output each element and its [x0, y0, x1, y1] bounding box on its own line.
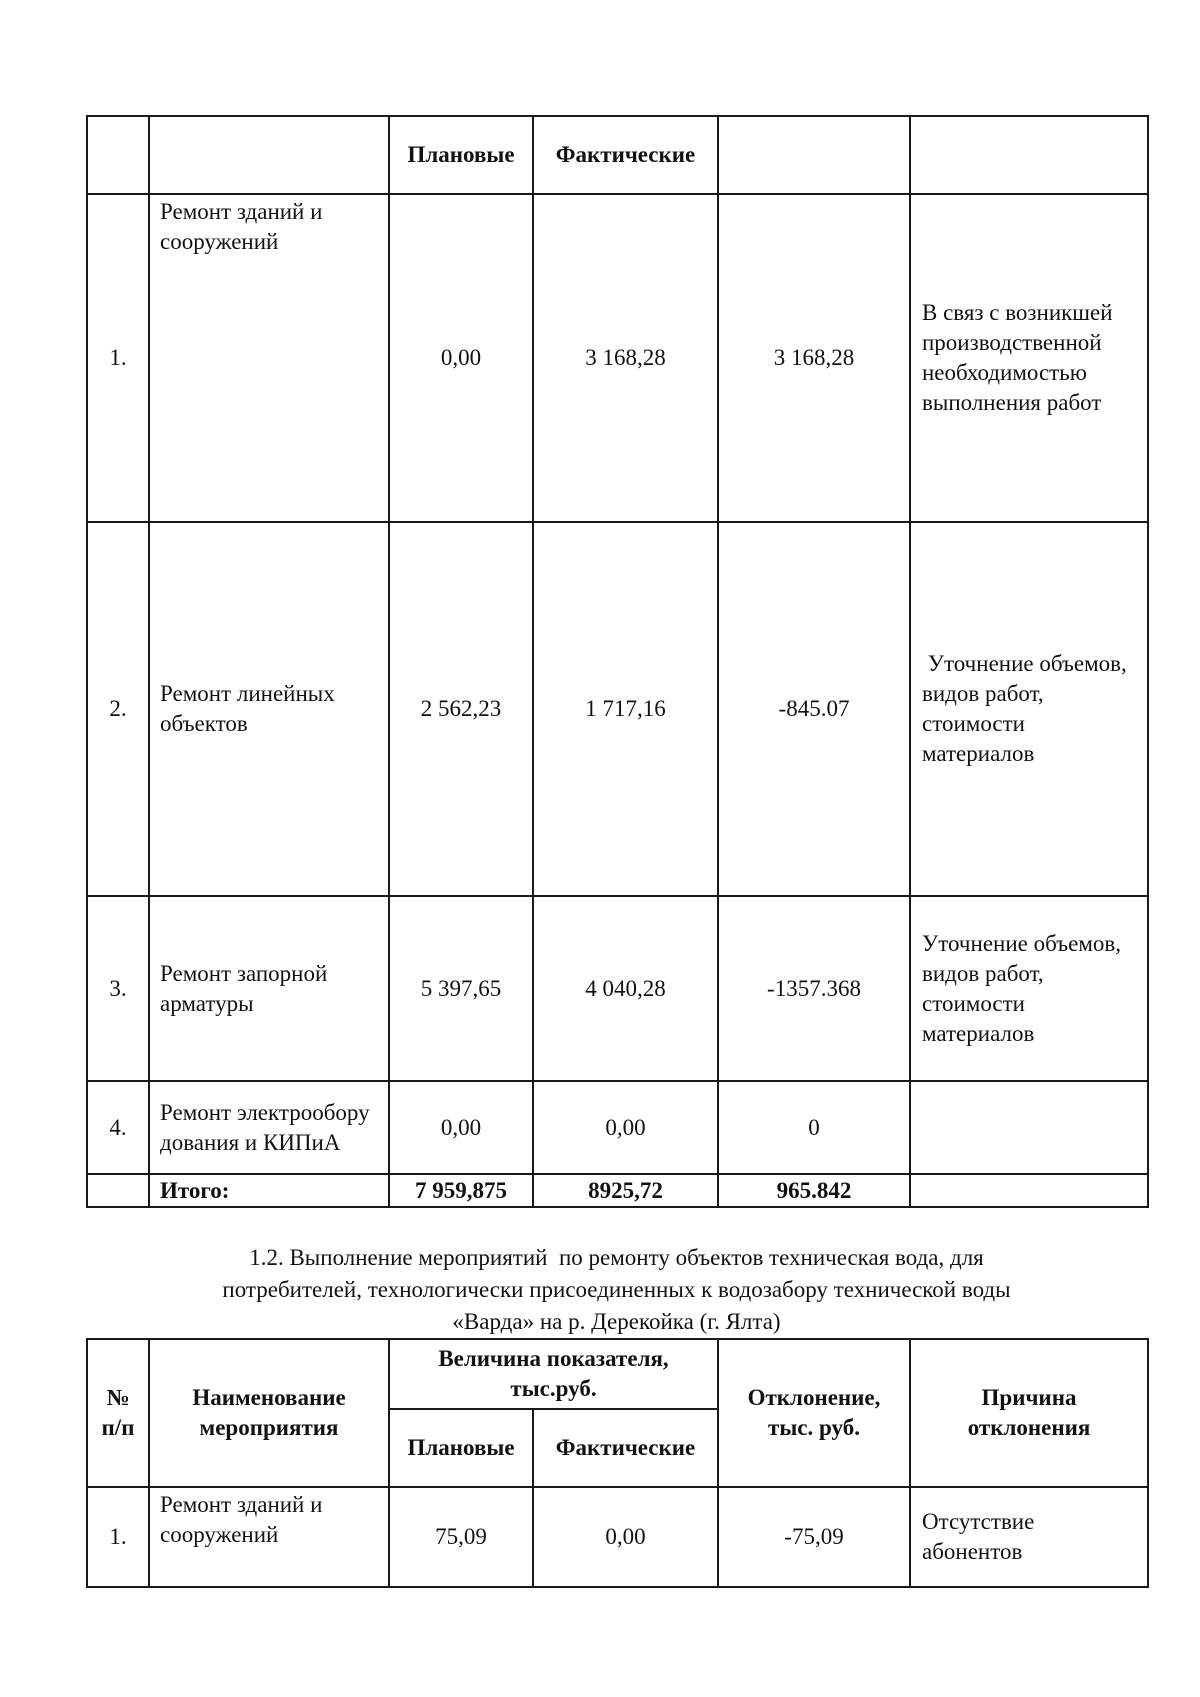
row-number: 1. [87, 194, 149, 522]
header-name: Наименование мероприятия [149, 1339, 389, 1487]
row-reason: В связ с возникшей производственной необходимостью выполнения работ [910, 194, 1148, 522]
row-name: Ремонт линейных объектов [149, 522, 389, 896]
row-reason: Уточнение объемов, видов работ, стоимости материалов [910, 896, 1148, 1081]
table-row [87, 194, 1148, 522]
row-deviation: -75,09 [718, 1487, 910, 1587]
total-label: Итого: [149, 1174, 389, 1207]
row-fact: 3 168,28 [533, 194, 718, 522]
row-fact: 1 717,16 [533, 522, 718, 896]
header-num: № п/п [87, 1339, 149, 1487]
total-reason-cell [910, 1174, 1148, 1207]
table-row [87, 1081, 1148, 1174]
row-number: 1. [87, 1487, 149, 1587]
header-cell-name [149, 116, 389, 194]
row-reason: Уточнение объемов, видов работ, стоимости материалов [910, 522, 1148, 896]
row-plan: 0,00 [389, 1081, 533, 1174]
row-number: 2. [87, 522, 149, 896]
row-plan: 5 397,65 [389, 896, 533, 1081]
table-header-row [87, 1339, 1148, 1409]
row-number: 3. [87, 896, 149, 1081]
caption-line-2: потребителей, технологически присоединенных к водозабору технической воды [222, 1277, 1011, 1302]
table-header-row [87, 116, 1148, 194]
table-row [87, 896, 1148, 1081]
total-plan: 7 959,875 [389, 1174, 533, 1207]
header-fact: Фактические [533, 116, 718, 194]
header-cell-num [87, 116, 149, 194]
table-row [87, 1487, 1148, 1587]
header-value: Величина показателя, тыс.руб. [389, 1339, 718, 1409]
row-deviation: -845.07 [718, 522, 910, 896]
section-caption [86, 1242, 1147, 1338]
row-name: Ремонт электрооборудования и КИПиА [149, 1081, 389, 1174]
row-number: 4. [87, 1081, 149, 1174]
row-plan: 0,00 [389, 194, 533, 522]
row-fact: 0,00 [533, 1081, 718, 1174]
total-row [87, 1174, 1148, 1207]
row-fact: 0,00 [533, 1487, 718, 1587]
caption-line-3: «Варда» на р. Дерекойка (г. Ялта) [452, 1309, 781, 1334]
header-plan: Плановые [389, 116, 533, 194]
header-plan: Плановые [389, 1409, 533, 1487]
row-fact: 4 040,28 [533, 896, 718, 1081]
header-deviation: Отклонение, тыс. руб. [718, 1339, 910, 1487]
total-empty-cell [87, 1174, 149, 1207]
header-cell-reason [910, 116, 1148, 194]
total-fact: 8925,72 [533, 1174, 718, 1207]
caption-line-1: 1.2. Выполнение мероприятий по ремонту объектов техническая вода, для [249, 1245, 984, 1270]
row-reason [910, 1081, 1148, 1174]
total-deviation: 965.842 [718, 1174, 910, 1207]
repair-table-2 [86, 1338, 1149, 1588]
row-name: Ремонт зданий и сооружений [149, 1487, 389, 1587]
header-fact: Фактические [533, 1409, 718, 1487]
repair-table-1 [86, 115, 1149, 1208]
row-name: Ремонт запорной арматуры [149, 896, 389, 1081]
row-deviation: -1357.368 [718, 896, 910, 1081]
header-reason: Причина отклонения [910, 1339, 1148, 1487]
row-reason: Отсутствие абонентов [910, 1487, 1148, 1587]
row-plan: 2 562,23 [389, 522, 533, 896]
row-deviation: 0 [718, 1081, 910, 1174]
row-deviation: 3 168,28 [718, 194, 910, 522]
header-cell-deviation [718, 116, 910, 194]
row-name: Ремонт зданий и сооружений [149, 194, 389, 522]
table-row [87, 522, 1148, 896]
row-plan: 75,09 [389, 1487, 533, 1587]
